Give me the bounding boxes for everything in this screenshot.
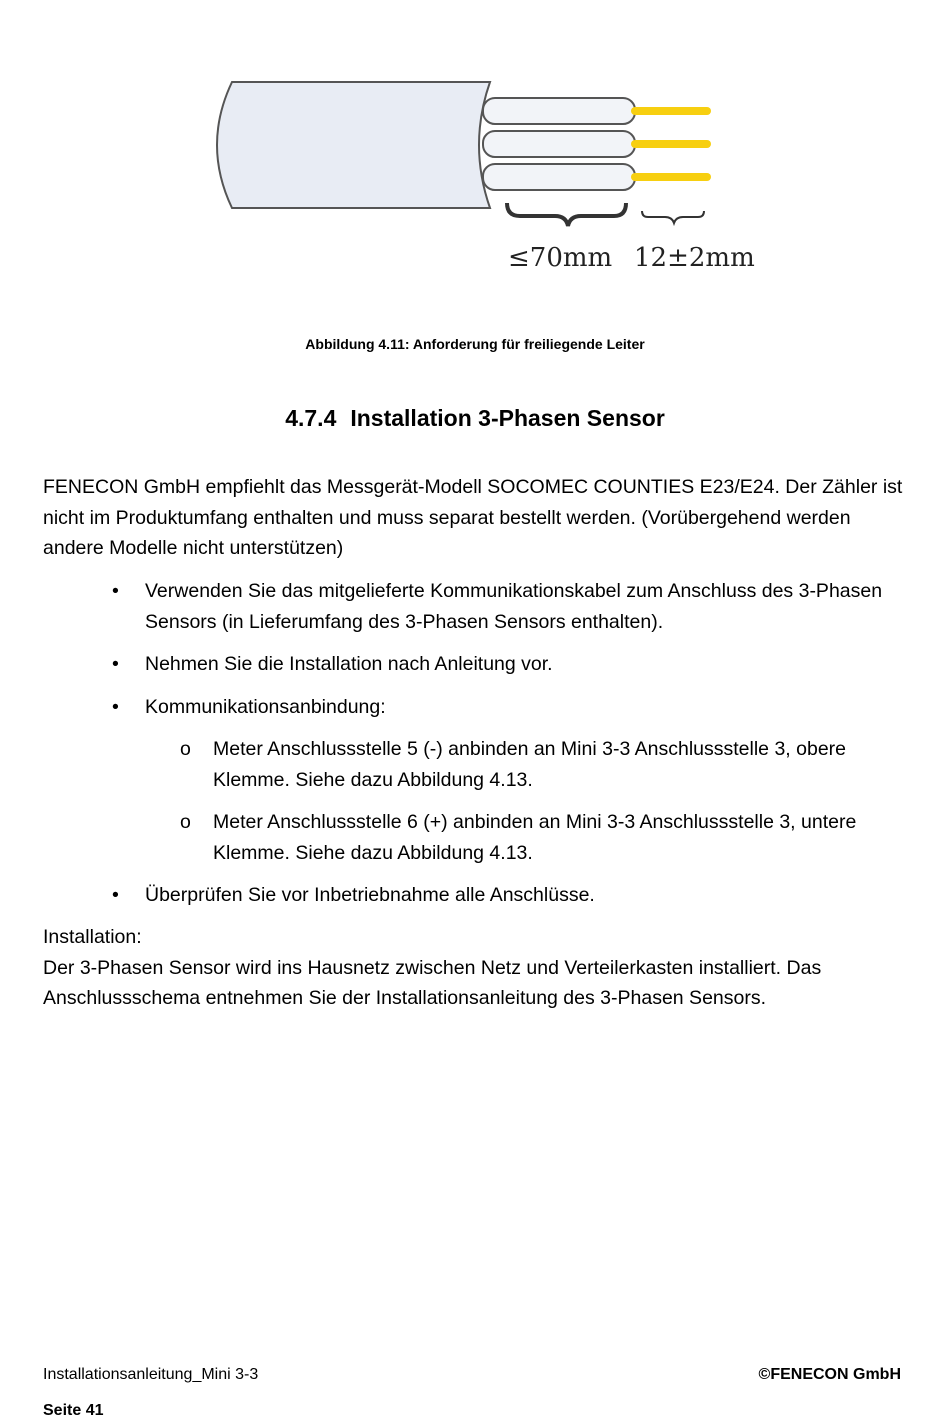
bullet-marker: • bbox=[112, 695, 119, 718]
section-heading bbox=[0, 405, 950, 432]
sub-list-item bbox=[0, 734, 950, 795]
bullet-marker: • bbox=[112, 653, 119, 675]
installation-text: Der 3-Phasen Sensor wird ins Hausnetz zwischen Netz und Verteilerkasten installiert. Das Anschlussschema entnehmen Sie der Installationsanleitung des 3-Phasen Sensors. bbox=[43, 956, 822, 1009]
footer-document-name: Installationsanleitung_Mini 3-3 bbox=[43, 1366, 259, 1383]
length-label-strip: 12±2mm bbox=[634, 243, 755, 273]
sub-bullet-marker: o bbox=[180, 811, 191, 833]
cable-sheath bbox=[217, 82, 490, 208]
section-number: 4.7.4 bbox=[285, 405, 337, 431]
bullet-marker: • bbox=[112, 580, 119, 602]
brace-left bbox=[507, 203, 626, 226]
installation-label: Installation: bbox=[43, 926, 142, 948]
figure-caption: Abbildung 4.11: Anforderung für freiliegende Leiter bbox=[305, 336, 645, 352]
list-item bbox=[0, 880, 950, 911]
sub-list-item bbox=[0, 807, 950, 868]
list-item-text: Verwenden Sie das mitgelieferte Kommunikationskabel zum Anschluss des 3-Phasen Sensors (in Lieferumfang des 3-Phasen Sensors enthalten). bbox=[145, 580, 883, 633]
list-item-text: Nehmen Sie die Installation nach Anleitung vor. bbox=[145, 653, 553, 675]
list-item-text: Überprüfen Sie vor Inbetriebnahme alle Anschlüsse. bbox=[145, 884, 595, 906]
installation-section bbox=[43, 922, 913, 1014]
sub-bullet-marker: o bbox=[180, 738, 191, 760]
list-item-text: Kommunikationsanbindung: bbox=[145, 695, 386, 718]
sub-list-item-text: Meter Anschlussstelle 6 (+) anbinden an Mini 3-3 Anschlussstelle 3, untere Klemme. Siehe dazu Abbildung 4.13. bbox=[213, 811, 857, 864]
list-item bbox=[0, 692, 950, 723]
conductor-2 bbox=[483, 131, 707, 157]
list-item bbox=[0, 649, 950, 680]
length-label-sheath: ≤70mm bbox=[508, 243, 613, 273]
bullet-marker: • bbox=[112, 884, 119, 906]
conductor-3 bbox=[483, 164, 707, 190]
brace-right bbox=[642, 211, 704, 223]
cable-diagram bbox=[210, 70, 770, 280]
conductor-1 bbox=[483, 98, 707, 124]
instruction-list bbox=[0, 576, 950, 923]
list-item bbox=[0, 576, 950, 637]
cable-figure bbox=[210, 70, 770, 280]
page-number: Seite 41 bbox=[43, 1402, 104, 1419]
section-title: Installation 3-Phasen Sensor bbox=[350, 405, 665, 431]
footer-copyright: ©FENECON GmbH bbox=[758, 1366, 901, 1383]
intro-paragraph: FENECON GmbH empfiehlt das Messgerät-Modell SOCOMEC COUNTIES E23/E24. Der Zähler ist nicht im Produktumfang enthalten und muss separat bestellt werden. (Vorübergehend werden andere Modelle nicht unterstützen) bbox=[43, 476, 903, 559]
sub-list-item-text: Meter Anschlussstelle 5 (-) anbinden an Mini 3-3 Anschlussstelle 3, obere Klemme. Siehe dazu Abbildung 4.13. bbox=[213, 738, 846, 791]
